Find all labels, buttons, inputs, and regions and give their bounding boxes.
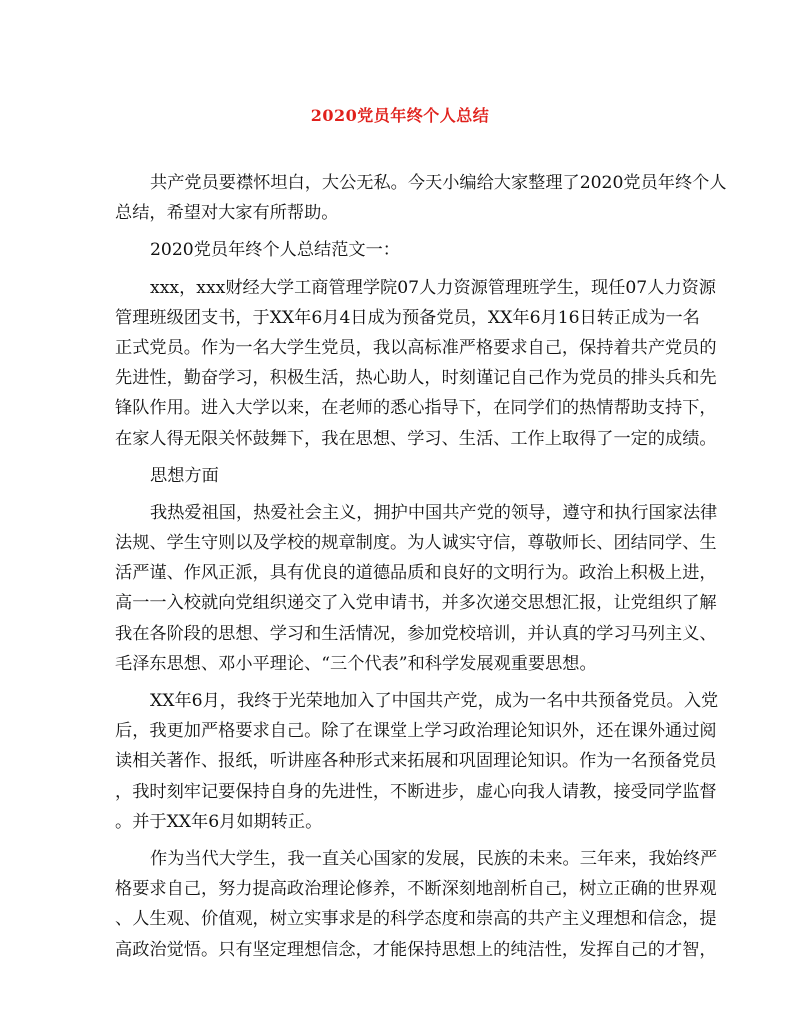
text-line: 、人生观、价值观，树立实事求是的科学态度和崇高的共产主义理想和信念，提 (115, 909, 717, 930)
paragraph-intro (115, 168, 727, 228)
text-line: xxx，xxx财经大学工商管理学院07人力资源管理班学生，现任07人力资源 (150, 277, 716, 298)
paragraph-thought-body (115, 498, 718, 679)
section-heading: 2020党员年终个人总结范文一： (150, 240, 400, 261)
text-line: 毛泽东思想、邓小平理论、“三个代表”和科学发展观重要思想。 (115, 653, 597, 674)
text-line: 。并于XX年6月如期转正。 (115, 811, 323, 832)
text-line: 总结，希望对大家有所帮助。 (115, 203, 339, 224)
text-line: 锋队作用。进入大学以来，在老师的悉心指导下，在同学们的热情帮助支持下， (115, 398, 717, 419)
text-line: 共产党员要襟怀坦白，大公无私。今天小编给大家整理了2020党员年终个人 (150, 173, 727, 193)
text-line: 格要求自己，努力提高政治理论修养，不断深刻地剖析自己，树立正确的世界观 (115, 879, 717, 900)
text-line: 正式党员。作为一名大学生党员，我以高标准严格要求自己，保持着共产党员的 (115, 337, 717, 358)
text-line: 后，我更加严格要求自己。除了在课堂上学习政治理论知识外，还在课外通过阅 (115, 721, 717, 742)
document-body (115, 168, 727, 972)
text-line: 读相关著作、报纸，听讲座各种形式来拓展和巩固理论知识。作为一名预备党员 (115, 751, 717, 772)
paragraph-sample-heading (150, 235, 668, 265)
text-line: XX年6月，我终于光荣地加入了中国共产党，成为一名中共预备党员。入党 (150, 691, 719, 711)
text-line: 我热爱祖国，热爱社会主义，拥护中国共产党的领导，遵守和执行国家法律 (150, 502, 718, 523)
section-heading: 思想方面 (150, 465, 219, 486)
text-line: ，我时刻牢记要保持自身的先进性，不断进步，虚心向我人请教，接受同学监督 (115, 781, 717, 802)
text-line: 高政治觉悟。只有坚定理想信念，才能保持思想上的纯洁性，发挥自己的才智， (115, 939, 717, 960)
paragraph-join-party (115, 686, 719, 837)
text-line: 在家人得无限关怀鼓舞下，我在思想、学习、生活、工作上取得了一定的成绩。 (115, 428, 717, 449)
text-line: 作为当代大学生，我一直关心国家的发展，民族的未来。三年来，我始终严 (150, 848, 718, 869)
paragraph-politics (115, 844, 718, 965)
paragraph-self-intro (115, 273, 717, 454)
text-line: 高一一入校就向党组织递交了入党申请书，并多次递交思想汇报，让党组织了解 (115, 593, 717, 614)
document-title: 2020党员年终个人总结 (310, 106, 490, 125)
text-line: 先进性，勤奋学习，积极生活，热心助人，时刻谨记自己作为党员的排头兵和先 (115, 368, 717, 389)
text-line: 活严谨、作风正派，具有优良的道德品质和良好的文明行为。政治上积极上进， (115, 563, 717, 584)
text-line: 管理班级团支书，于XX年6月4日成为预备党员，XX年6月16日转正成为一名 (115, 307, 700, 328)
text-line: 我在各阶段的思想、学习和生活情况，参加党校培训，并认真的学习马列主义、 (115, 623, 717, 644)
paragraph-thought-heading (150, 461, 668, 491)
text-line: 法规、学生守则以及学校的规章制度。为人诚实守信，尊敬师长、团结同学、生 (115, 533, 717, 554)
